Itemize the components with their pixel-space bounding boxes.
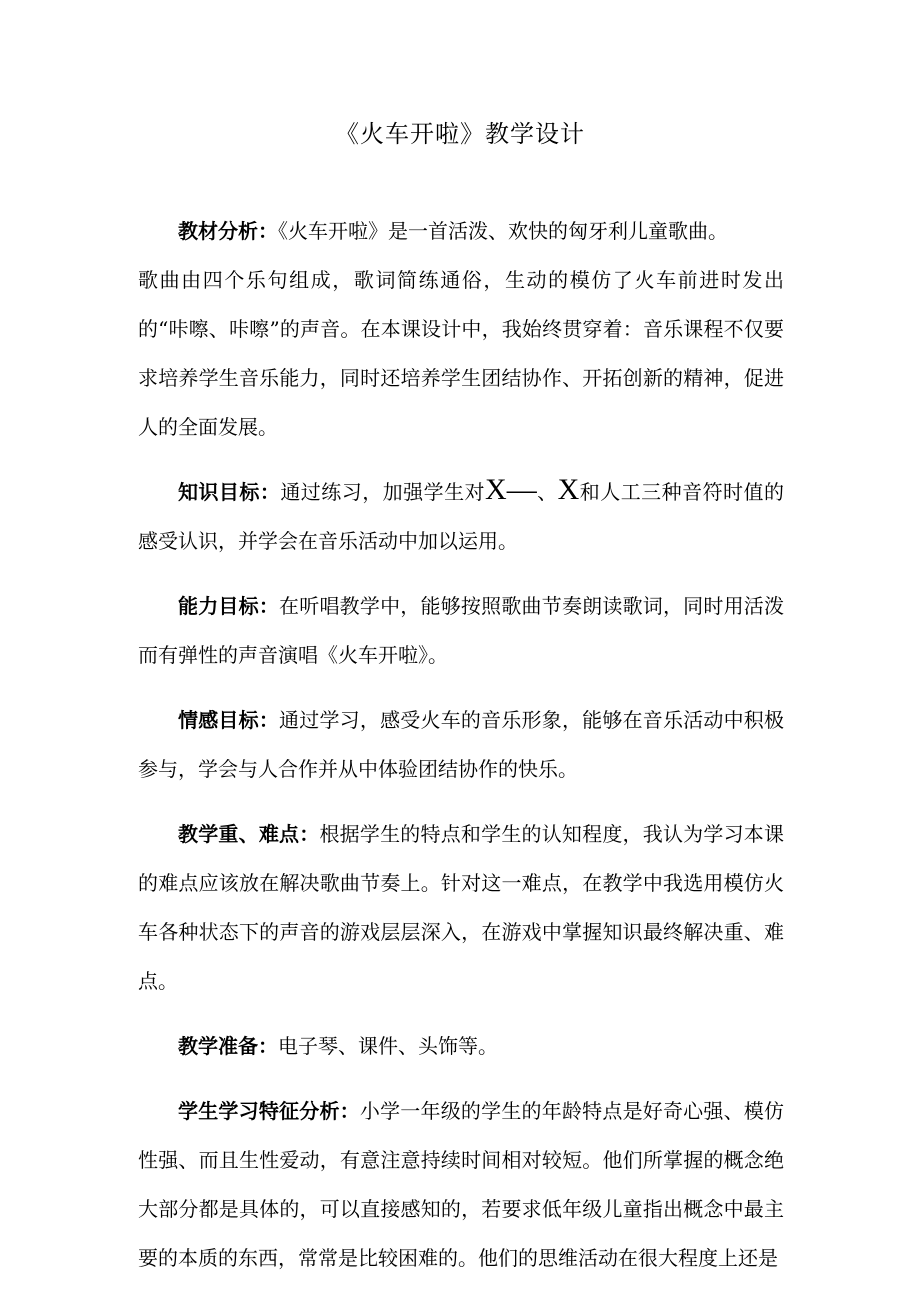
paragraph-ability-goal: [138, 582, 784, 680]
text-knowledge-goal-before: 通过练习，加强学生对: [280, 480, 486, 504]
text-material-analysis: 《火车开啦》是一首活泼、欢快的匈牙利儿童歌曲。: [278, 219, 728, 243]
paragraph-emotion-goal: [138, 696, 784, 794]
text-knowledge-goal-after: 和人工三种音符时值的感受认识，并学会在音乐活动中加以运用。: [138, 480, 784, 553]
label-material-analysis: 教材分析：: [178, 219, 278, 243]
paragraph-song-description: [138, 256, 784, 452]
symbol-separator: 、: [536, 480, 558, 504]
document-body: [138, 207, 784, 1299]
document-title: 《火车开啦》教学设计: [335, 120, 585, 148]
label-knowledge-goal: 知识目标：: [178, 480, 281, 504]
label-ability-goal: 能力目标：: [178, 594, 280, 618]
paragraph-material-analysis: [138, 207, 784, 256]
note-symbol-x-dash: X—: [485, 473, 537, 506]
text-student-analysis: 小学一年级的学生的年龄特点是好奇心强、模仿性强、而且生性爱动，有意注意持续时间相对较短。他们所掌握的概念绝大部分都是具体的，可以直接感知的，若要求低年级儿童指出概念中最主要的本质的东西，常常是比较困难的。他们的思维活动在很大程度上还是: [138, 1099, 785, 1270]
note-symbol-x: X: [557, 473, 580, 506]
paragraph-preparation: [138, 1022, 784, 1071]
label-student-analysis: 学生学习特征分析：: [178, 1099, 360, 1123]
label-emotion-goal: 情感目标：: [178, 708, 280, 732]
paragraph-knowledge-goal: [138, 468, 784, 566]
paragraph-key-difficulties: [138, 810, 784, 1006]
text-preparation: 电子琴、课件、头饰等。: [278, 1034, 498, 1058]
text-ability-goal: 在听唱教学中，能够按照歌曲节奏朗读歌词，同时用活泼而有弹性的声音演唱《火车开啦》。: [138, 594, 785, 667]
label-key-difficulties: 教学重、难点：: [178, 822, 320, 846]
text-emotion-goal: 通过学习，感受火车的音乐形象，能够在音乐活动中积极参与，学会与人合作并从中体验团结协作的快乐。: [138, 708, 785, 781]
label-preparation: 教学准备：: [178, 1034, 278, 1058]
text-song-description: 歌曲由四个乐句组成，歌词简练通俗，生动的模仿了火车前进时发出的“咔嚓、咔嚓”的声音。在本课设计中，我始终贯穿着：音乐课程不仅要求培养学生音乐能力，同时还培养学生团结协作、开拓创新的精神，促进人的全面发展。: [138, 268, 784, 439]
paragraph-student-analysis: [138, 1087, 784, 1283]
text-key-difficulties: 根据学生的特点和学生的认知程度，我认为学习本课的难点应该放在解决歌曲节奏上。针对这一难点，在教学中我选用模仿火车各种状态下的声音的游戏层层深入，在游戏中掌握知识最终解决重、难点。: [138, 822, 785, 993]
